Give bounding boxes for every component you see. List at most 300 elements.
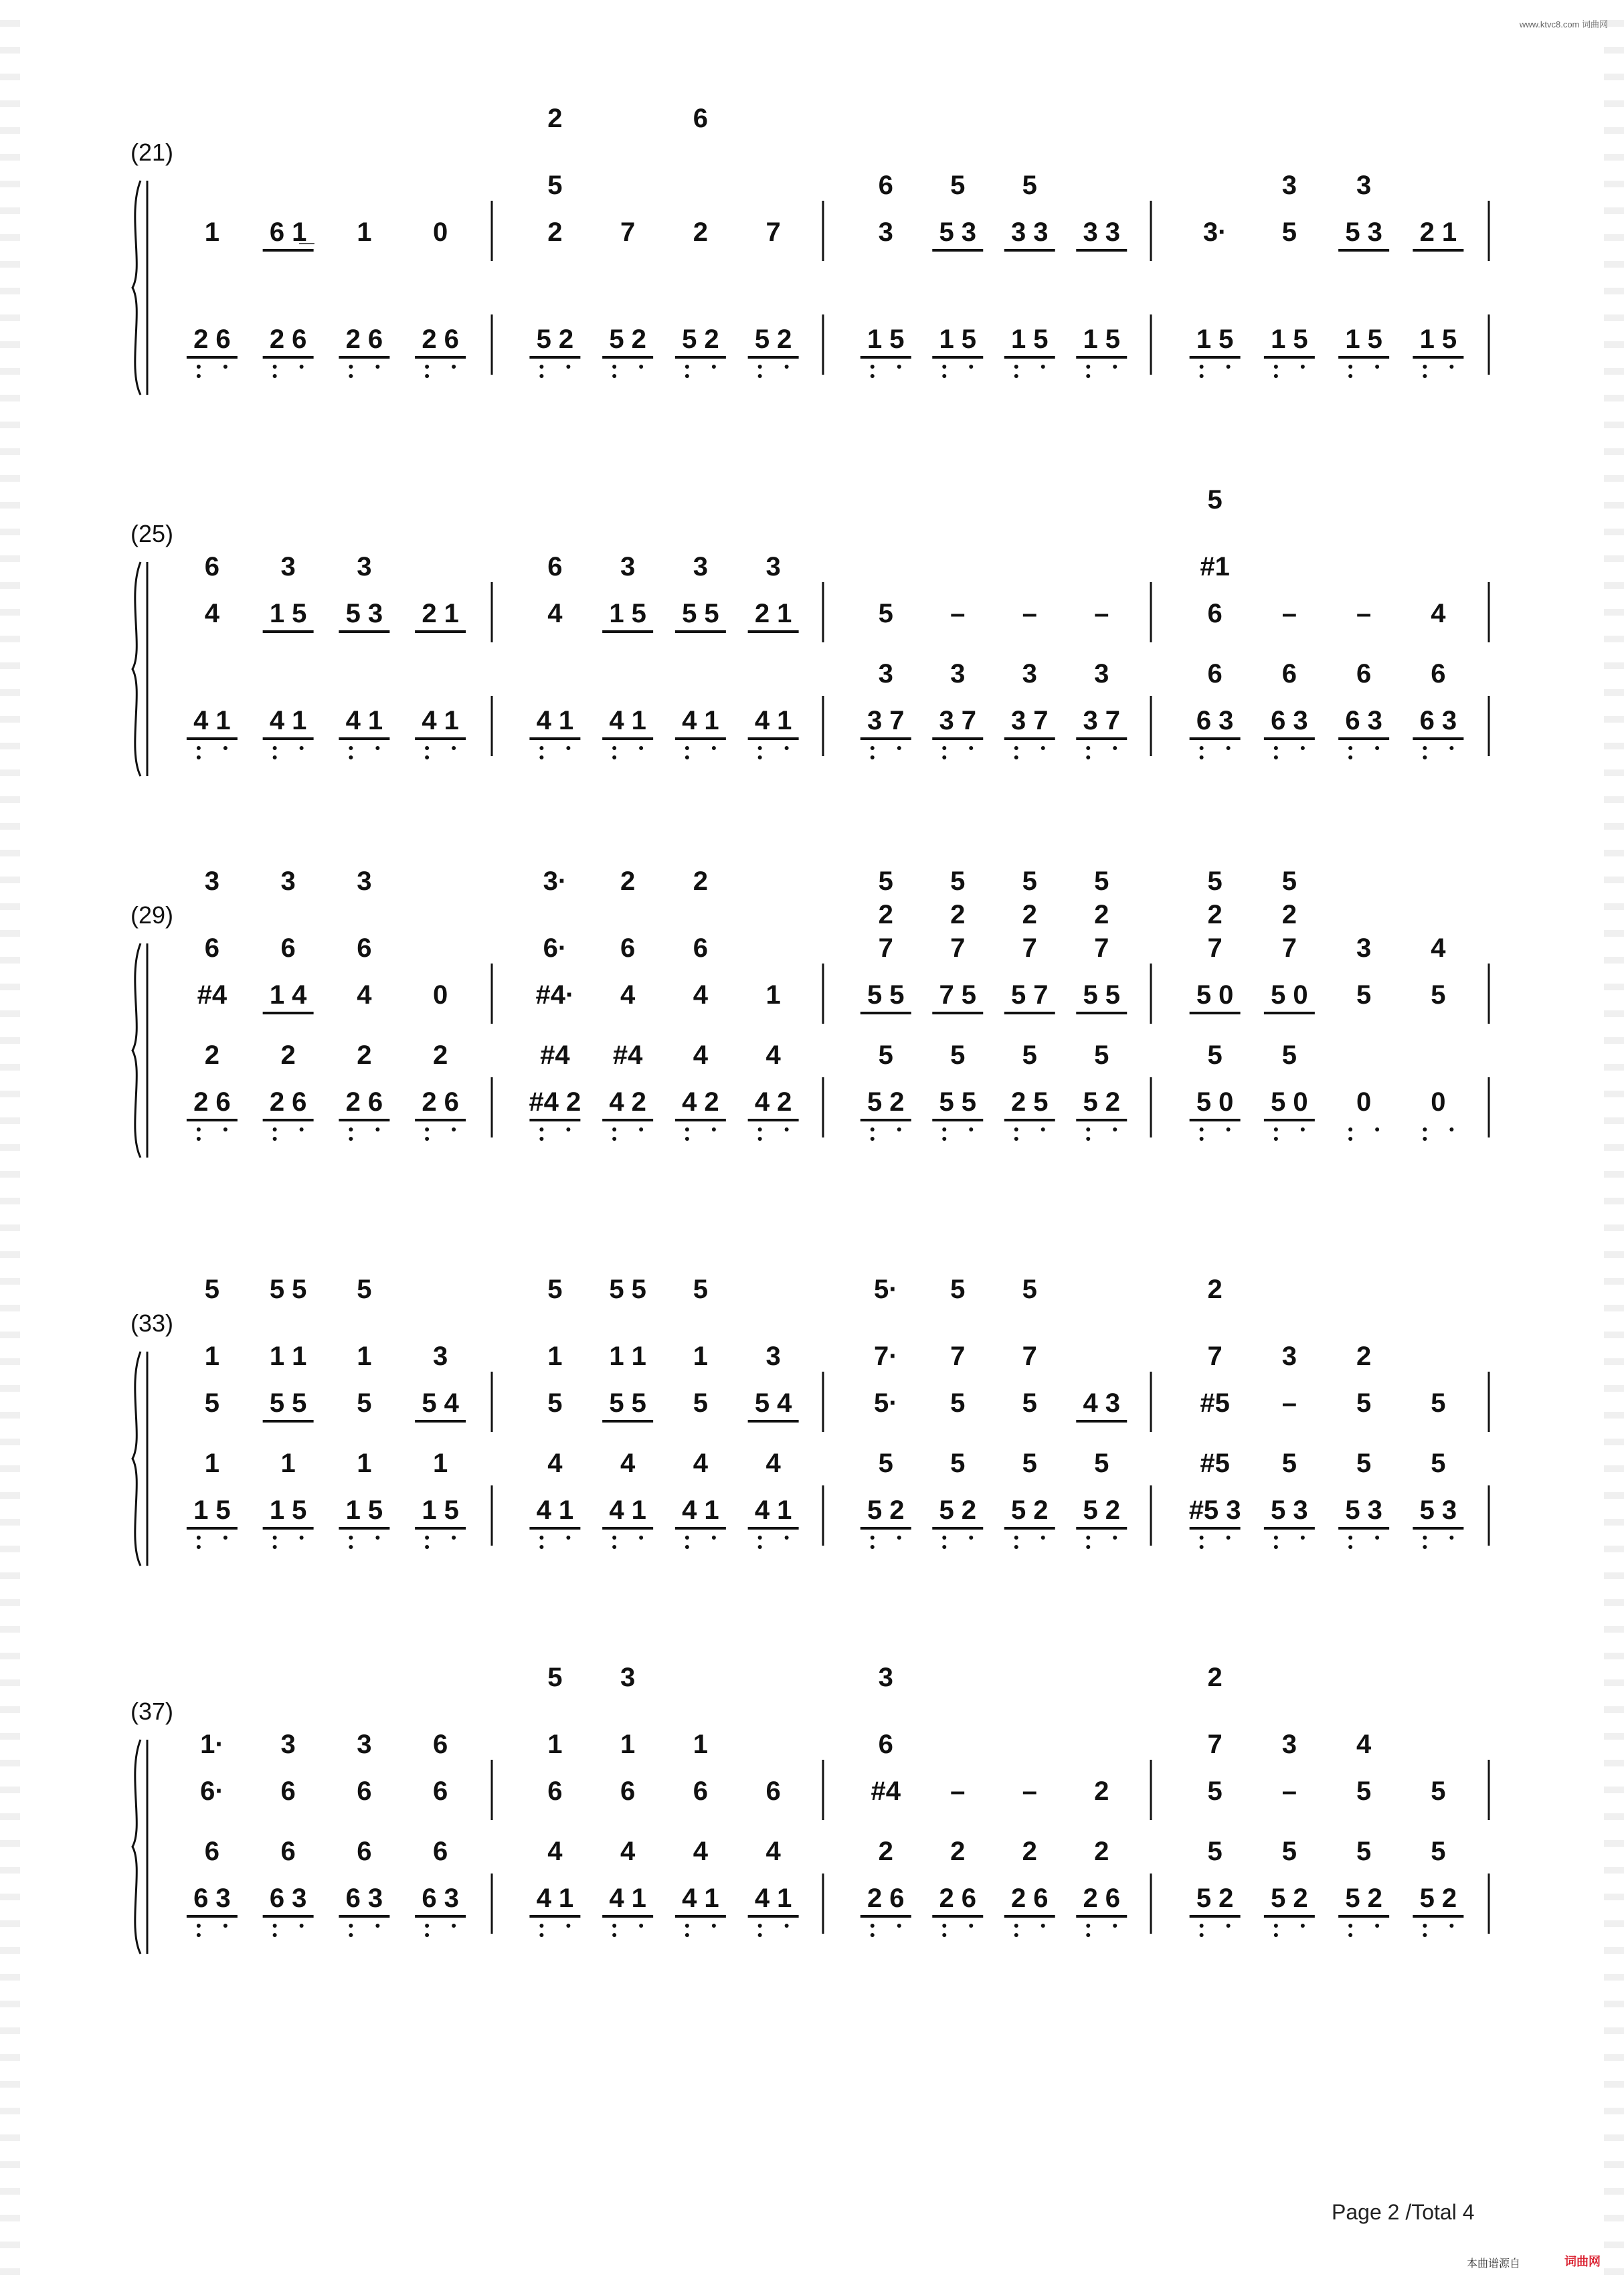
treble-note: 6 [357, 1776, 372, 1806]
bass-note: 6 3 [422, 1884, 459, 1913]
treble-chord-mid: 7 [1207, 1342, 1223, 1371]
treble-chord-mid: 3 [357, 1730, 372, 1759]
bass-chord-top: 5 [1022, 1040, 1037, 1070]
octave-dot [1227, 365, 1231, 369]
treble-chord-upper: 2 [1094, 900, 1109, 929]
treble-note: 3· [1202, 217, 1227, 247]
octave-dot [785, 1536, 789, 1540]
treble-chord-mid: 6 [878, 171, 893, 200]
octave-dot [273, 1545, 277, 1549]
octave-dot [942, 1933, 946, 1937]
octave-dot [758, 374, 762, 378]
bass-chord-top: 5 [1022, 1449, 1037, 1478]
octave-dot [223, 1127, 228, 1131]
bass-note: 5 2 [754, 325, 792, 354]
bass-note: 1 5 [1271, 325, 1308, 354]
octave-dot [223, 365, 228, 369]
octave-dot [566, 1536, 570, 1540]
octave-dot [349, 755, 353, 759]
treble-chord-mid: 6 [204, 933, 219, 963]
octave-dot [425, 1536, 429, 1540]
source-note: 本曲谱源自 [1467, 2258, 1521, 2270]
treble-note: – [1022, 1776, 1037, 1806]
treble-note: 5 5 [609, 1388, 646, 1418]
bass-note: 5 2 [1345, 1884, 1382, 1913]
bass-note: 5 3 [1271, 1495, 1308, 1525]
bass-note: 2 6 [867, 1884, 905, 1913]
octave-dot [197, 1545, 201, 1549]
bass-chord-top: 5 [1207, 1837, 1223, 1866]
bass-chord-top: 5 [1281, 1837, 1297, 1866]
octave-dot [1113, 1924, 1117, 1928]
octave-dot [273, 1127, 277, 1131]
treble-chord-top: 5· [873, 1275, 898, 1304]
treble-note: 4 [357, 980, 372, 1010]
system-measure-number: (37) [130, 1698, 174, 1725]
bass-note: 4 1 [609, 1884, 646, 1913]
bass-note: 5 2 [682, 325, 719, 354]
treble-chord-top: 5 [878, 866, 893, 896]
octave-dot [612, 1536, 616, 1540]
octave-dot [197, 1924, 201, 1928]
treble-note: 2 1 [422, 599, 459, 628]
bass-chord-top: #4 [612, 1040, 643, 1070]
octave-dot [969, 746, 973, 750]
bass-chord-top: 5 [1094, 1449, 1109, 1478]
treble-chord-top: 5 [1207, 485, 1223, 515]
octave-dot [273, 374, 277, 378]
octave-dot [1348, 755, 1352, 759]
octave-dot [785, 1127, 789, 1131]
octave-dot [942, 1536, 946, 1540]
bass-note: 2 6 [193, 1087, 231, 1117]
treble-chord-mid: 3 [433, 1342, 448, 1371]
octave-dot [1301, 746, 1305, 750]
octave-dot [1200, 374, 1204, 378]
bass-chord-top: 5 [1281, 1040, 1297, 1070]
octave-dot [1423, 1933, 1427, 1937]
octave-dot [300, 746, 304, 750]
treble-chord-mid: 7 [1022, 1342, 1037, 1371]
octave-dot [1449, 1536, 1453, 1540]
bass-chord-top: 2 [1094, 1837, 1109, 1866]
treble-note: 5 5 [867, 980, 905, 1010]
bass-note: 5 0 [1271, 1087, 1308, 1117]
treble-note: 1 [765, 980, 781, 1010]
bass-note: 4 1 [193, 706, 231, 735]
octave-dot [942, 374, 946, 378]
bass-note: #5 3 [1188, 1495, 1241, 1525]
octave-dot [1348, 1127, 1352, 1131]
treble-note: 6 [620, 1776, 636, 1806]
octave-dot [1348, 365, 1352, 369]
treble-chord-top: 6 [693, 104, 708, 133]
treble-chord-mid: 1 [620, 1730, 636, 1759]
treble-note: 2 1 [754, 599, 792, 628]
treble-chord-top: 5 5 [609, 1275, 646, 1304]
treble-chord-mid: 3 [357, 552, 372, 581]
bass-note: 4 2 [754, 1087, 792, 1117]
system-measure-number: (33) [130, 1309, 174, 1337]
octave-dot [871, 1127, 875, 1131]
octave-dot [1423, 755, 1427, 759]
treble-chord-mid: 3 [620, 552, 636, 581]
bass-chord-top: 1 [357, 1449, 372, 1478]
bass-note: 4 1 [536, 1884, 574, 1913]
treble-chord-mid: 1· [200, 1730, 224, 1759]
octave-dot [969, 1924, 973, 1928]
octave-dot [425, 1545, 429, 1549]
octave-dot [685, 1137, 689, 1141]
octave-dot [712, 1127, 716, 1131]
treble-chord-mid: 5 [1022, 171, 1037, 200]
treble-chord-mid: 3 [1356, 933, 1372, 963]
bass-chord-top: 5 [1431, 1837, 1446, 1866]
bass-chord-top: 6 [1356, 659, 1372, 689]
treble-note: 5 [693, 1388, 708, 1418]
treble-chord-mid: 7 [1207, 1730, 1223, 1759]
system-brace [132, 181, 141, 395]
treble-chord-top: 5 [357, 1275, 372, 1304]
treble-note: 5 [1431, 1776, 1446, 1806]
treble-note: 4 [547, 599, 563, 628]
octave-dot [539, 746, 543, 750]
treble-chord-top: 5 [1094, 866, 1109, 896]
treble-note: 5 [357, 1388, 372, 1418]
octave-dot [942, 746, 946, 750]
bass-chord-top: 4 [547, 1837, 563, 1866]
octave-dot [1348, 1933, 1352, 1937]
octave-dot [1274, 1924, 1278, 1928]
treble-chord-mid: 6 [204, 552, 219, 581]
octave-dot [1086, 1536, 1090, 1540]
treble-chord-mid: 7 [1281, 933, 1297, 963]
treble-note: 5 [1281, 217, 1297, 247]
treble-note: 0 [433, 217, 448, 247]
octave-dot [758, 755, 762, 759]
octave-dot [1014, 1536, 1018, 1540]
octave-dot [197, 1137, 201, 1141]
treble-chord-top: 5 [950, 866, 966, 896]
bass-note: 4 1 [682, 706, 719, 735]
system-measure-number: (21) [130, 139, 174, 166]
octave-dot [1227, 1127, 1231, 1131]
octave-dot [758, 1127, 762, 1131]
octave-dot [871, 746, 875, 750]
bass-note: 4 1 [422, 706, 459, 735]
octave-dot [897, 746, 901, 750]
octave-dot [349, 1924, 353, 1928]
treble-chord-top: 5 [1022, 1275, 1037, 1304]
bass-note: 3 7 [939, 706, 977, 735]
treble-note: 5 3 [939, 217, 977, 247]
bass-chord-top: 4 [765, 1449, 781, 1478]
treble-note: 1 5 [609, 599, 646, 628]
octave-dot [897, 1536, 901, 1540]
treble-note: 4 3 [1083, 1388, 1121, 1418]
bass-note: 2 6 [345, 325, 383, 354]
octave-dot [1113, 746, 1117, 750]
bass-note: 1 5 [1083, 325, 1121, 354]
treble-chord-upper: 2 [1022, 900, 1037, 929]
bass-note: 5 2 [1271, 1884, 1308, 1913]
octave-dot [1348, 1545, 1352, 1549]
octave-dot [612, 1933, 616, 1937]
octave-dot [942, 1924, 946, 1928]
bass-note: 3 7 [1083, 706, 1121, 735]
octave-dot [1041, 1924, 1045, 1928]
octave-dot [197, 1536, 201, 1540]
octave-dot [1086, 746, 1090, 750]
octave-dot [1348, 1924, 1352, 1928]
treble-note: 4 [693, 980, 708, 1010]
bass-chord-top: 4 [693, 1040, 708, 1070]
octave-dot [612, 1545, 616, 1549]
bass-chord-top: 4 [693, 1449, 708, 1478]
octave-dot [1348, 374, 1352, 378]
octave-dot [1423, 374, 1427, 378]
octave-dot [1200, 1933, 1204, 1937]
octave-dot [1274, 1137, 1278, 1141]
octave-dot [1301, 1536, 1305, 1540]
octave-dot [942, 365, 946, 369]
bass-note: 4 1 [345, 706, 383, 735]
treble-note: 3 3 [1010, 217, 1049, 247]
treble-chord-mid: 4 [1356, 1730, 1372, 1759]
octave-dot [197, 374, 201, 378]
bass-chord-top: 5 [1094, 1040, 1109, 1070]
bass-note: 4 1 [269, 706, 307, 735]
octave-dot [1200, 746, 1204, 750]
bass-note: 2 5 [1010, 1087, 1049, 1117]
treble-chord-top: 5 [693, 1275, 708, 1304]
octave-dot [1113, 1536, 1117, 1540]
octave-dot [639, 746, 643, 750]
octave-dot [223, 1924, 228, 1928]
octave-dot [1348, 1536, 1352, 1540]
bass-chord-top: 3 [878, 659, 893, 689]
bass-chord-top: 5 [878, 1449, 893, 1478]
bass-note: 5 3 [1419, 1495, 1457, 1525]
octave-dot [758, 1536, 762, 1540]
octave-dot [566, 365, 570, 369]
octave-dot [425, 755, 429, 759]
treble-note: 5 [547, 1388, 563, 1418]
bass-chord-top: 3 [950, 659, 966, 689]
treble-note: 5 5 [1083, 980, 1121, 1010]
bass-note: 2 6 [269, 325, 307, 354]
octave-dot [897, 365, 901, 369]
octave-dot [273, 1536, 277, 1540]
treble-note: 4 [620, 980, 636, 1010]
octave-dot [612, 1127, 616, 1131]
octave-dot [897, 1127, 901, 1131]
treble-chord-mid: 7 [1022, 933, 1037, 963]
octave-dot [785, 1924, 789, 1928]
octave-dot [871, 1924, 875, 1928]
bass-note: 2 6 [345, 1087, 383, 1117]
treble-note: 5 [1431, 1388, 1446, 1418]
bass-note: 4 1 [754, 1495, 792, 1525]
octave-dot [1086, 1933, 1090, 1937]
treble-chord-mid: 6· [543, 933, 567, 963]
octave-dot [758, 365, 762, 369]
treble-note: 5 4 [754, 1388, 792, 1418]
treble-chord-top: 3 [204, 866, 219, 896]
octave-dot [1301, 1924, 1305, 1928]
treble-chord-top: 3· [543, 866, 567, 896]
octave-dot [273, 746, 277, 750]
octave-dot [273, 1137, 277, 1141]
treble-note: – [950, 599, 966, 628]
octave-dot [1227, 746, 1231, 750]
octave-dot [425, 746, 429, 750]
octave-dot [1375, 1536, 1379, 1540]
bass-note: 2 6 [939, 1884, 977, 1913]
treble-chord-top: 5 [547, 1275, 563, 1304]
treble-chord-mid: 7 [1094, 933, 1109, 963]
octave-dot [375, 1127, 379, 1131]
treble-chord-mid: 6 [280, 933, 296, 963]
bass-chord-top: 3 [1094, 659, 1109, 689]
bass-note: 1 5 [1196, 325, 1234, 354]
treble-note: 5 [1022, 1388, 1037, 1418]
bass-note: 6 3 [1271, 706, 1308, 735]
octave-dot [612, 746, 616, 750]
octave-dot [1423, 1545, 1427, 1549]
treble-chord-mid: 3 [280, 1730, 296, 1759]
treble-chord-mid: 7 [878, 933, 893, 963]
octave-dot [375, 1536, 379, 1540]
octave-dot [1014, 755, 1018, 759]
treble-note: 4 [204, 599, 219, 628]
octave-dot [1014, 374, 1018, 378]
treble-chord-mid: 6 [433, 1730, 448, 1759]
bass-chord-top: 2 [950, 1837, 966, 1866]
octave-dot [1113, 365, 1117, 369]
octave-dot [1375, 1924, 1379, 1928]
bass-note: 1 5 [867, 325, 905, 354]
octave-dot [1348, 746, 1352, 750]
treble-chord-mid: 7 [950, 933, 966, 963]
octave-dot [1227, 1924, 1231, 1928]
treble-note: 5 [1207, 1776, 1223, 1806]
octave-dot [539, 1137, 543, 1141]
octave-dot [1113, 1127, 1117, 1131]
bass-note: 3 7 [867, 706, 905, 735]
treble-note: 6 [280, 1776, 296, 1806]
octave-dot [712, 365, 716, 369]
bass-note: 5 2 [1083, 1087, 1121, 1117]
octave-dot [1274, 1545, 1278, 1549]
octave-dot [452, 365, 456, 369]
octave-dot [871, 755, 875, 759]
treble-note: 2 1 [1419, 217, 1457, 247]
octave-dot [273, 1924, 277, 1928]
treble-chord-mid: 7 [950, 1342, 966, 1371]
treble-note: 5 [878, 599, 893, 628]
treble-note: 1 [357, 217, 372, 247]
octave-dot [1041, 746, 1045, 750]
octave-dot [1423, 365, 1427, 369]
bass-chord-top: 2 [357, 1040, 372, 1070]
octave-dot [1274, 365, 1278, 369]
octave-dot [1200, 755, 1204, 759]
bass-note: 5 2 [609, 325, 646, 354]
octave-dot [758, 746, 762, 750]
bass-note: 1 5 [1010, 325, 1049, 354]
octave-dot [566, 1924, 570, 1928]
treble-note: 5 [204, 1388, 219, 1418]
octave-dot [539, 1536, 543, 1540]
treble-note: 5 3 [345, 599, 383, 628]
octave-dot [639, 1924, 643, 1928]
treble-note: 6 [693, 1776, 708, 1806]
treble-note: 5· [873, 1388, 898, 1418]
octave-dot [1014, 1545, 1018, 1549]
octave-dot [785, 365, 789, 369]
octave-dot [685, 1127, 689, 1131]
octave-dot [375, 365, 379, 369]
octave-dot [1086, 1924, 1090, 1928]
treble-chord-mid: 2 [1356, 1342, 1372, 1371]
bass-note: 4 1 [682, 1884, 719, 1913]
bass-chord-top: 5 [1356, 1449, 1372, 1478]
bass-chord-top: #4 [540, 1040, 570, 1070]
treble-note: 7 [765, 217, 781, 247]
treble-chord-mid: 5 [547, 171, 563, 200]
treble-note: #4 [197, 980, 228, 1010]
bass-chord-top: 6 [1207, 659, 1223, 689]
treble-chord-mid: 5 [950, 171, 966, 200]
treble-chord-top: 2 [620, 866, 636, 896]
octave-dot [639, 1536, 643, 1540]
octave-dot [425, 1924, 429, 1928]
octave-dot [612, 1924, 616, 1928]
bass-note: 5 2 [1196, 1884, 1234, 1913]
treble-note: 1 4 [269, 980, 307, 1010]
bass-note: 5 0 [1196, 1087, 1234, 1117]
octave-dot [1274, 1127, 1278, 1131]
octave-dot [1375, 1127, 1379, 1131]
bass-note: 6 3 [193, 1884, 231, 1913]
octave-dot [685, 755, 689, 759]
octave-dot [375, 746, 379, 750]
bass-note: 5 2 [939, 1495, 977, 1525]
octave-dot [566, 1127, 570, 1131]
octave-dot [758, 1933, 762, 1937]
treble-note: 4 [1431, 599, 1446, 628]
octave-dot [539, 1127, 543, 1131]
octave-dot [539, 755, 543, 759]
octave-dot [349, 374, 353, 378]
bass-chord-top: 2 [280, 1040, 296, 1070]
treble-chord-mid: 1 [357, 1342, 372, 1371]
bass-chord-top: 4 [620, 1449, 636, 1478]
bass-chord-top: 1 [204, 1449, 219, 1478]
octave-dot [758, 1924, 762, 1928]
octave-dot [425, 365, 429, 369]
treble-note: 5 0 [1271, 980, 1308, 1010]
bass-chord-top: 6 [1281, 659, 1297, 689]
octave-dot [1086, 1137, 1090, 1141]
treble-chord-top: 5 [950, 1275, 966, 1304]
treble-chord-mid: 1 [204, 1342, 219, 1371]
octave-dot [1014, 365, 1018, 369]
bass-note: 5 2 [867, 1495, 905, 1525]
octave-dot [871, 374, 875, 378]
treble-note: 3 3 [1083, 217, 1121, 247]
